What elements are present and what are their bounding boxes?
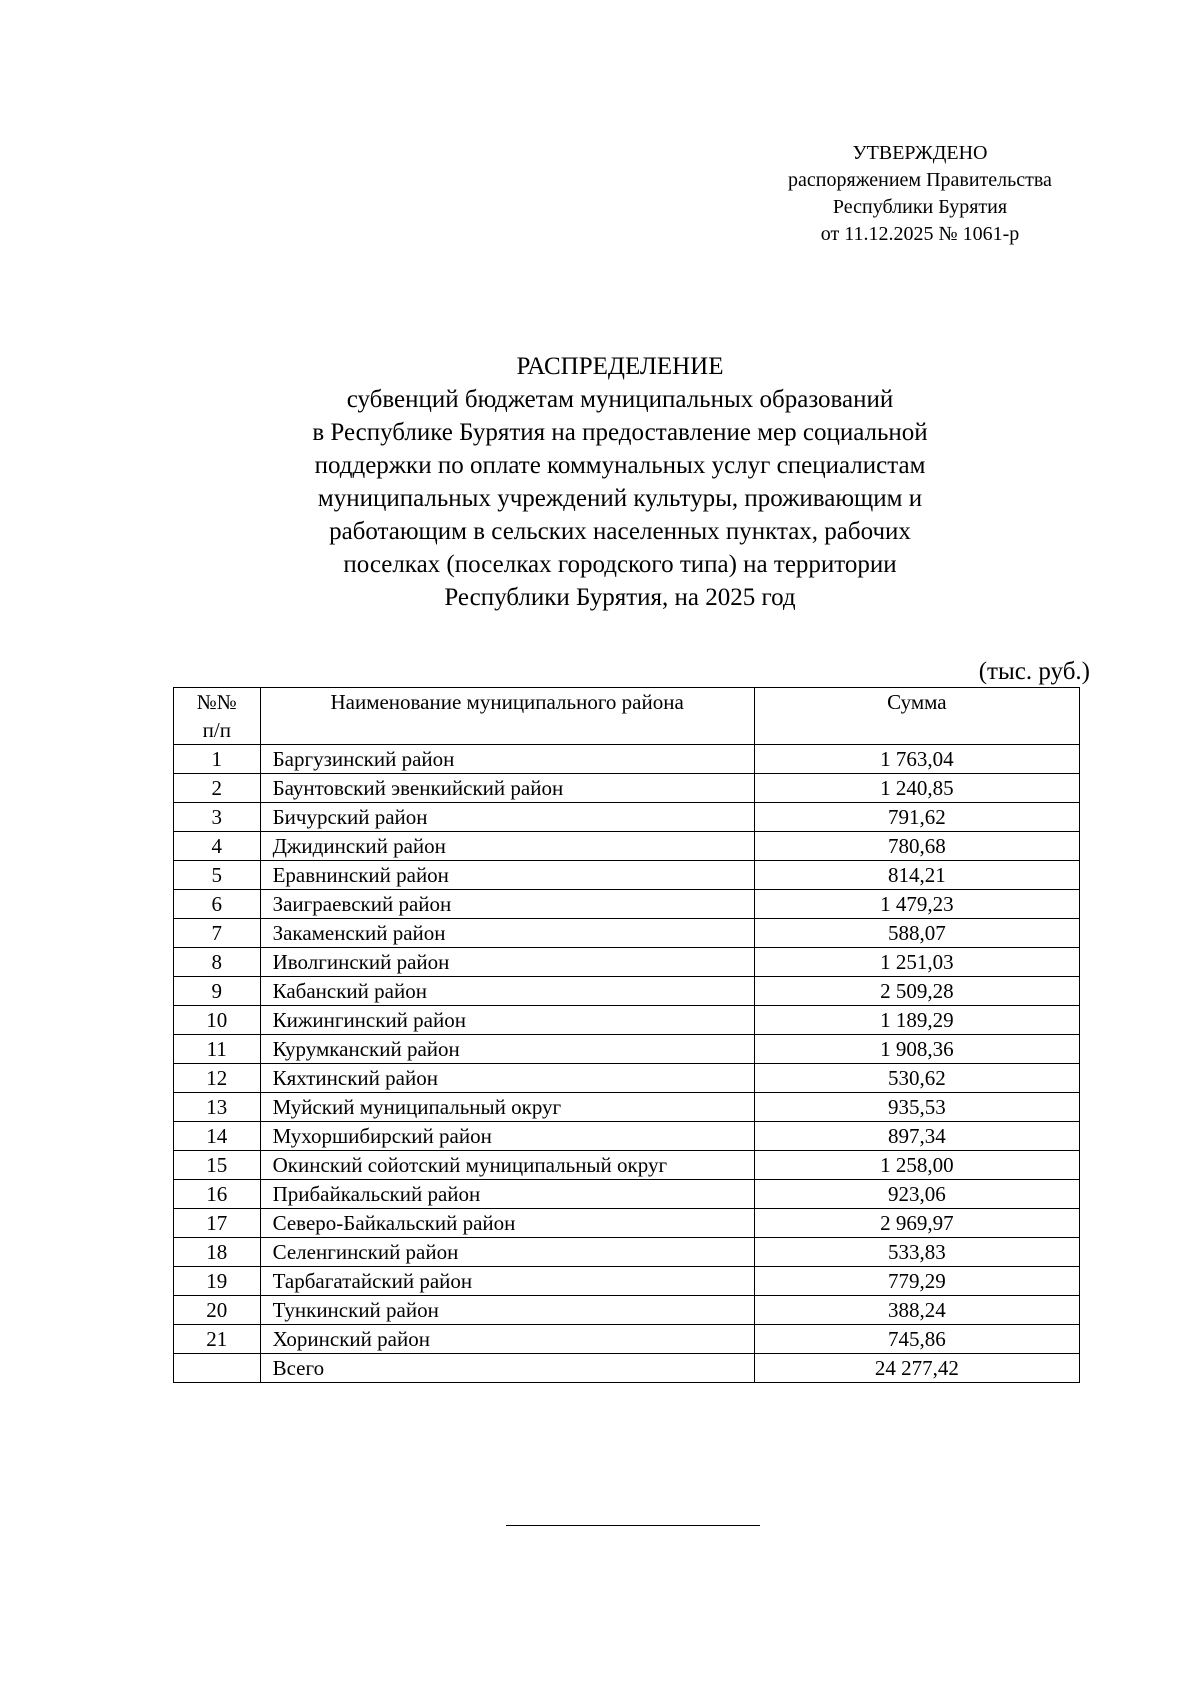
table-row xyxy=(174,1267,1080,1296)
row-sum: 780,68 xyxy=(754,832,1079,861)
title-heading: РАСПРЕДЕЛЕНИЕ xyxy=(516,353,724,380)
title-line: работающим в сельских населенных пунктах, рабочих xyxy=(329,518,911,545)
row-sum: 2 509,28 xyxy=(754,977,1079,1006)
row-sum: 897,34 xyxy=(754,1122,1079,1151)
row-district-name: Баргузинский район xyxy=(260,745,754,774)
row-district-name: Хоринский район xyxy=(260,1325,754,1354)
row-number: 15 xyxy=(174,1151,261,1180)
approval-line-4: от 11.12.2025 № 1061-р xyxy=(820,223,1020,245)
row-district-name: Иволгинский район xyxy=(260,948,754,977)
title-line: субвенций бюджетам муниципальных образований xyxy=(346,386,894,413)
document-title xyxy=(200,350,1040,614)
header-num-line-1: №№ xyxy=(196,690,237,714)
row-district-name: Еравнинский район xyxy=(260,861,754,890)
distribution-table xyxy=(173,687,1080,1383)
row-district-name: Окинский сойотский муниципальный округ xyxy=(260,1151,754,1180)
table-row xyxy=(174,1064,1080,1093)
closing-rule xyxy=(506,1525,760,1526)
row-number: 1 xyxy=(174,745,261,774)
table-row xyxy=(174,1151,1080,1180)
row-district-name: Мухоршибирский район xyxy=(260,1122,754,1151)
row-number: 11 xyxy=(174,1035,261,1064)
table-row xyxy=(174,832,1080,861)
row-number: 2 xyxy=(174,774,261,803)
row-district-name: Прибайкальский район xyxy=(260,1180,754,1209)
row-sum: 1 763,04 xyxy=(754,745,1079,774)
row-number: 18 xyxy=(174,1238,261,1267)
row-sum: 1 258,00 xyxy=(754,1151,1079,1180)
table-row xyxy=(174,1035,1080,1064)
table-header-row xyxy=(174,688,1080,745)
row-district-name: Баунтовский эвенкийский район xyxy=(260,774,754,803)
header-name: Наименование муниципального района xyxy=(260,688,754,745)
approval-line-1: УТВЕРЖДЕНО xyxy=(852,142,988,164)
row-number: 7 xyxy=(174,919,261,948)
unit-label: (тыс. руб.) xyxy=(978,658,1090,685)
row-district-name: Северо-Байкальский район xyxy=(260,1209,754,1238)
row-number: 3 xyxy=(174,803,261,832)
row-sum: 2 969,97 xyxy=(754,1209,1079,1238)
row-sum: 935,53 xyxy=(754,1093,1079,1122)
row-number: 12 xyxy=(174,1064,261,1093)
row-number: 4 xyxy=(174,832,261,861)
title-line: поддержки по оплате коммунальных услуг специалистам xyxy=(314,452,926,479)
row-sum: 1 479,23 xyxy=(754,890,1079,919)
row-sum: 530,62 xyxy=(754,1064,1079,1093)
table-row xyxy=(174,1296,1080,1325)
row-district-name: Кяхтинский район xyxy=(260,1064,754,1093)
row-district-name: Тарбагатайский район xyxy=(260,1267,754,1296)
row-sum: 1 240,85 xyxy=(754,774,1079,803)
row-number: 5 xyxy=(174,861,261,890)
table-row xyxy=(174,1093,1080,1122)
row-number: 8 xyxy=(174,948,261,977)
table-row xyxy=(174,890,1080,919)
row-number: 17 xyxy=(174,1209,261,1238)
row-district-name: Заиграевский район xyxy=(260,890,754,919)
table-row xyxy=(174,861,1080,890)
header-num xyxy=(174,688,261,745)
row-district-name: Бичурский район xyxy=(260,803,754,832)
row-number: 20 xyxy=(174,1296,261,1325)
row-sum: 388,24 xyxy=(754,1296,1079,1325)
table-row xyxy=(174,745,1080,774)
table-total-row xyxy=(174,1354,1080,1383)
approval-line-3: Республики Бурятия xyxy=(832,196,1008,218)
total-label: Всего xyxy=(260,1354,754,1383)
row-sum: 814,21 xyxy=(754,861,1079,890)
row-sum: 1 908,36 xyxy=(754,1035,1079,1064)
row-number: 16 xyxy=(174,1180,261,1209)
row-number: 21 xyxy=(174,1325,261,1354)
table-row xyxy=(174,1325,1080,1354)
table-row xyxy=(174,1209,1080,1238)
row-district-name: Селенгинский район xyxy=(260,1238,754,1267)
table-row xyxy=(174,1180,1080,1209)
header-sum: Сумма xyxy=(754,688,1079,745)
row-number: 19 xyxy=(174,1267,261,1296)
row-number: 13 xyxy=(174,1093,261,1122)
row-sum: 923,06 xyxy=(754,1180,1079,1209)
row-number: 10 xyxy=(174,1006,261,1035)
row-sum: 779,29 xyxy=(754,1267,1079,1296)
title-line: поселках (поселках городского типа) на территории xyxy=(343,551,897,578)
title-line: муниципальных учреждений культуры, проживающим и xyxy=(317,485,923,512)
table-row xyxy=(174,977,1080,1006)
row-district-name: Кабанский район xyxy=(260,977,754,1006)
row-district-name: Джидинский район xyxy=(260,832,754,861)
row-number: 14 xyxy=(174,1122,261,1151)
table-row xyxy=(174,1006,1080,1035)
row-district-name: Закаменский район xyxy=(260,919,754,948)
row-sum: 533,83 xyxy=(754,1238,1079,1267)
table-row xyxy=(174,774,1080,803)
row-sum: 1 251,03 xyxy=(754,948,1079,977)
title-line: в Республике Бурятия на предоставление мер социальной xyxy=(312,419,928,446)
row-district-name: Кижингинский район xyxy=(260,1006,754,1035)
row-sum: 1 189,29 xyxy=(754,1006,1079,1035)
row-sum: 588,07 xyxy=(754,919,1079,948)
row-sum: 791,62 xyxy=(754,803,1079,832)
table-row xyxy=(174,803,1080,832)
row-number: 9 xyxy=(174,977,261,1006)
row-sum: 745,86 xyxy=(754,1325,1079,1354)
table-body xyxy=(174,745,1080,1383)
table-row xyxy=(174,948,1080,977)
approval-stamp xyxy=(740,140,1100,248)
row-district-name: Муйский муниципальный округ xyxy=(260,1093,754,1122)
table-row xyxy=(174,1122,1080,1151)
total-sum: 24 277,42 xyxy=(754,1354,1079,1383)
row-district-name: Тункинский район xyxy=(260,1296,754,1325)
table-row xyxy=(174,1238,1080,1267)
table-row xyxy=(174,919,1080,948)
total-number xyxy=(174,1354,261,1383)
header-num-line-2: п/п xyxy=(202,718,231,742)
row-district-name: Курумканский район xyxy=(260,1035,754,1064)
title-line: Республики Бурятия, на 2025 год xyxy=(444,584,796,611)
row-number: 6 xyxy=(174,890,261,919)
approval-line-2: распоряжением Правительства xyxy=(788,169,1052,191)
